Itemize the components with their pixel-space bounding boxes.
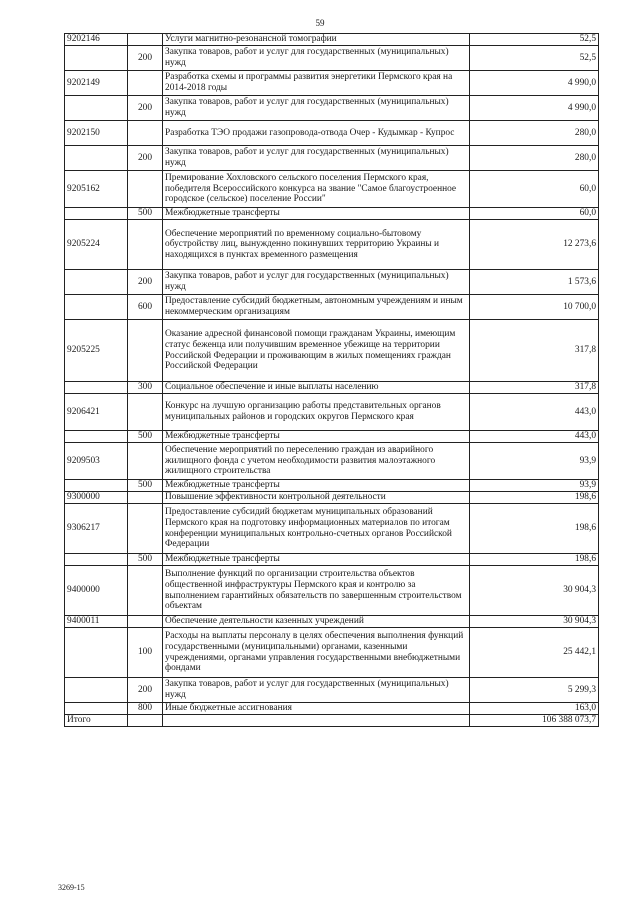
code-cell: 9202146 [65,34,128,46]
code-cell [65,270,128,295]
type-cell [128,443,163,480]
total-type-cell [128,715,163,727]
total-label: Итого [65,715,128,727]
table-row [65,628,599,678]
amount-cell: 198,6 [470,492,599,504]
name-cell: Обеспечение деятельности казенных учреждений [163,616,470,628]
amount-cell: 52,5 [470,46,599,71]
amount-cell: 198,6 [470,504,599,554]
type-cell: 200 [128,46,163,71]
code-cell: 9400000 [65,566,128,616]
table-row [65,220,599,270]
type-cell: 500 [128,480,163,492]
type-cell [128,492,163,504]
name-cell: Социальное обеспечение и иные выплаты населению [163,382,470,394]
table-row [65,480,599,492]
type-cell [128,71,163,96]
type-cell: 500 [128,431,163,443]
name-cell: Услуги магнитно-резонансной томографии [163,34,470,46]
table-row [65,171,599,208]
name-cell: Оказание адресной финансовой помощи гражданам Украины, имеющим статус беженца или получившим временное убежище на территории Российской Федерации и проживающим в жилых помещениях граждан Российской Федерации [163,320,470,382]
amount-cell: 52,5 [470,34,599,46]
budget-table-body [65,34,599,715]
table-row [65,121,599,146]
amount-cell: 30 904,3 [470,566,599,616]
type-cell [128,171,163,208]
amount-cell: 198,6 [470,554,599,566]
amount-cell: 317,8 [470,382,599,394]
code-cell: 9202149 [65,71,128,96]
code-cell [65,96,128,121]
code-cell: 9209503 [65,443,128,480]
amount-cell: 4 990,0 [470,96,599,121]
name-cell: Закупка товаров, работ и услуг для государственных (муниципальных) нужд [163,96,470,121]
name-cell: Межбюджетные трансферты [163,208,470,220]
name-cell: Конкурс на лучшую организацию работы представительных органов муниципальных районов и городских округов Пермского края [163,394,470,431]
code-cell [65,628,128,678]
code-cell: 9205162 [65,171,128,208]
type-cell [128,34,163,46]
code-cell: 9202150 [65,121,128,146]
code-cell [65,431,128,443]
table-row [65,295,599,320]
type-cell: 300 [128,382,163,394]
page-number: 59 [315,18,325,28]
amount-cell: 25 442,1 [470,628,599,678]
table-row [65,443,599,480]
name-cell: Закупка товаров, работ и услуг для государственных (муниципальных) нужд [163,46,470,71]
table-row [65,320,599,382]
name-cell: Обеспечение мероприятий по временному социально-бытовому обустройству лиц, вынужденно покинувших территорию Украины и находящихся в пунктах временного размещения [163,220,470,270]
code-cell [65,46,128,71]
amount-cell: 4 990,0 [470,71,599,96]
total-amount: 106 388 073,7 [470,715,599,727]
type-cell: 500 [128,554,163,566]
code-cell [65,703,128,715]
type-cell: 200 [128,678,163,703]
table-row [65,71,599,96]
table-row [65,46,599,71]
table-row [65,703,599,715]
code-cell [65,146,128,171]
name-cell: Премирование Хохловского сельского поселения Пермского края, победителя Всероссийского конкурса на звание "Самое благоустроенное городское (сельское) поселение России" [163,171,470,208]
type-cell [128,121,163,146]
table-row [65,554,599,566]
code-cell [65,678,128,703]
code-cell: 9206421 [65,394,128,431]
amount-cell: 280,0 [470,121,599,146]
table-row [65,394,599,431]
table-row [65,504,599,554]
name-cell: Выполнение функций по организации строительства объектов общественной инфраструктуры Пермского края и контролю за выполнением гарантийных обязательств по завершенным строительством объектам [163,566,470,616]
name-cell: Иные бюджетные ассигнования [163,703,470,715]
amount-cell: 163,0 [470,703,599,715]
amount-cell: 443,0 [470,431,599,443]
type-cell: 200 [128,270,163,295]
name-cell: Закупка товаров, работ и услуг для государственных (муниципальных) нужд [163,678,470,703]
type-cell: 500 [128,208,163,220]
code-cell [65,208,128,220]
name-cell: Межбюджетные трансферты [163,554,470,566]
amount-cell: 10 700,0 [470,295,599,320]
name-cell: Предоставление субсидий бюджетам муниципальных образований Пермского края на подготовку информационных материалов по итогам конференции муниципальных контрольно-счетных органов Российской Федерации [163,504,470,554]
code-cell [65,554,128,566]
name-cell: Межбюджетные трансферты [163,431,470,443]
table-row [65,566,599,616]
amount-cell: 12 273,6 [470,220,599,270]
name-cell: Межбюджетные трансферты [163,480,470,492]
code-cell: 9205225 [65,320,128,382]
name-cell: Обеспечение мероприятий по переселению граждан из аварийного жилищного фонда с учетом необходимости развития малоэтажного жилищного строительства [163,443,470,480]
name-cell: Расходы на выплаты персоналу в целях обеспечения выполнения функций государственными (муниципальными) органами, казенными учреждениями, органами управления государственными внебюджетными фондами [163,628,470,678]
type-cell: 200 [128,96,163,121]
footer-code: 3269-15 [58,883,85,892]
budget-table [64,33,599,727]
code-cell [65,295,128,320]
type-cell [128,616,163,628]
type-cell: 800 [128,703,163,715]
type-cell [128,220,163,270]
table-row [65,96,599,121]
type-cell [128,394,163,431]
code-cell [65,382,128,394]
table-row [65,146,599,171]
amount-cell: 60,0 [470,171,599,208]
name-cell: Повышение эффективности контрольной деятельности [163,492,470,504]
code-cell [65,480,128,492]
name-cell: Предоставление субсидий бюджетным, автономным учреждениям и иным некоммерческим организациям [163,295,470,320]
type-cell: 600 [128,295,163,320]
code-cell: 9300000 [65,492,128,504]
table-row [65,492,599,504]
type-cell: 100 [128,628,163,678]
code-cell: 9205224 [65,220,128,270]
amount-cell: 5 299,3 [470,678,599,703]
table-row [65,208,599,220]
type-cell: 200 [128,146,163,171]
table-row [65,678,599,703]
code-cell: 9306217 [65,504,128,554]
table-row [65,270,599,295]
table-row [65,616,599,628]
type-cell [128,566,163,616]
total-name-cell [163,715,470,727]
amount-cell: 60,0 [470,208,599,220]
name-cell: Закупка товаров, работ и услуг для государственных (муниципальных) нужд [163,270,470,295]
amount-cell: 317,8 [470,320,599,382]
type-cell [128,504,163,554]
name-cell: Закупка товаров, работ и услуг для государственных (муниципальных) нужд [163,146,470,171]
total-row [65,715,599,727]
code-cell: 9400011 [65,616,128,628]
amount-cell: 280,0 [470,146,599,171]
table-row [65,431,599,443]
name-cell: Разработка схемы и программы развития энергетики Пермского края на 2014-2018 годы [163,71,470,96]
amount-cell: 443,0 [470,394,599,431]
table-row [65,34,599,46]
amount-cell: 1 573,6 [470,270,599,295]
name-cell: Разработка ТЭО продажи газопровода-отвода Очер - Кудымкар - Купрос [163,121,470,146]
table-row [65,382,599,394]
type-cell [128,320,163,382]
amount-cell: 93,9 [470,443,599,480]
amount-cell: 30 904,3 [470,616,599,628]
amount-cell: 93,9 [470,480,599,492]
